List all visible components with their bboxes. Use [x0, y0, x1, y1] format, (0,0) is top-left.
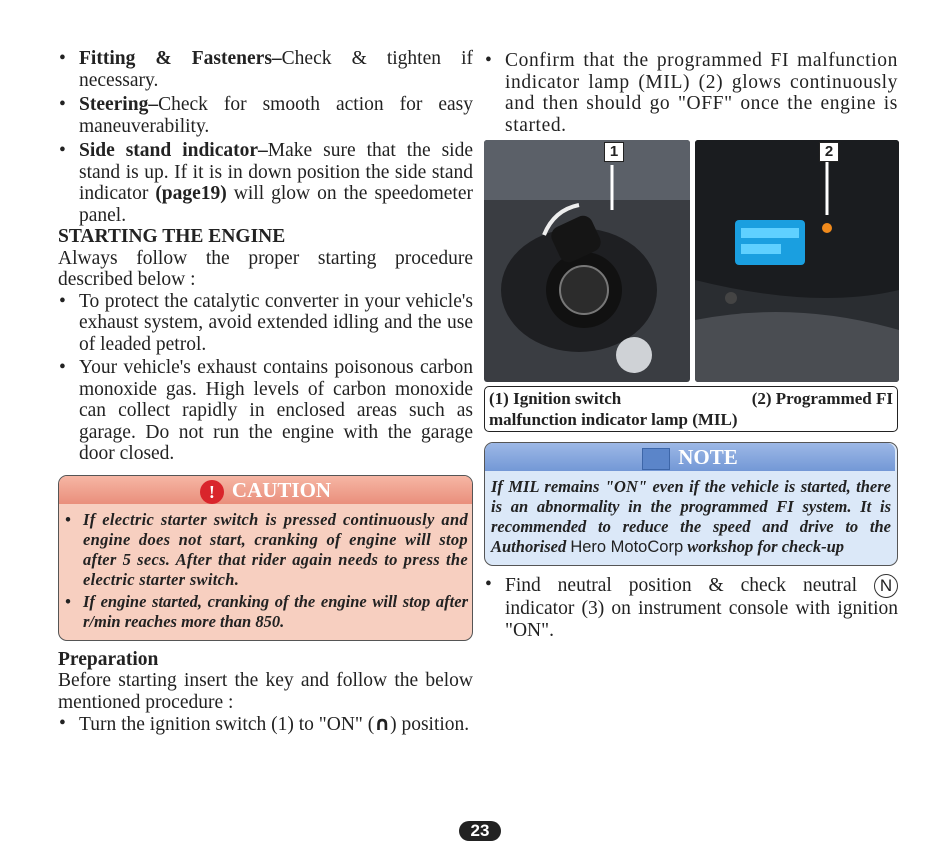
note-title: NOTE [485, 443, 895, 471]
ignition-switch-photo [484, 140, 690, 382]
photo-row [484, 140, 898, 386]
note-box [484, 442, 898, 566]
note-text: If MIL remains "ON" even if the vehicle is started, there is an abnormality in the programmed FI system. It is recommended to reduce the speed and drive to the Authorised Hero MotoCorp workshop for check-up [491, 477, 891, 556]
bullet-confirm-mil: • Confirm that the programmed FI malfunction indicator lamp (MIL) (2) glows continuously and then should go "OFF" once the engine is started. [484, 50, 898, 136]
intro-text: Always follow the proper starting procedure described below : [58, 247, 473, 290]
bullet-side-stand: • Side stand indicator–Make sure that the side stand is up. If it is in down position the side stand indicator (page19) will glow on the speedometer panel. [58, 140, 473, 226]
ignition-on-icon: ∩ [374, 712, 391, 735]
note-icon [642, 448, 670, 470]
instrument-panel-photo [695, 140, 899, 382]
section-heading: STARTING THE ENGINE [58, 226, 286, 247]
bullet-exhaust: • Your vehicle's exhaust contains poisonous carbon monoxide gas. High levels of carbon monoxide can collect rapidly in enclosed areas such as garage. Do not run the engine with the garage door closed. [58, 357, 473, 465]
right-column [484, 50, 898, 641]
caution-title: ! CAUTION [59, 476, 472, 504]
photo-label-1: 1 [604, 142, 624, 162]
preparation-heading: Preparation [58, 648, 159, 670]
bullet-fitting: • Fitting & Fasteners–Check & tighten if necessary. [58, 48, 473, 91]
photo-label-2: 2 [819, 142, 839, 162]
caution-item: • If electric starter switch is pressed continuously and engine does not start, cranking of engine will stop after 5 secs. After that rider again needs to press the electric starter switch. [65, 510, 468, 590]
caution-item: • If engine started, cranking of the engine will stop after r/min reaches more than 850. [65, 592, 468, 632]
left-column [58, 48, 473, 736]
bullet-steering: • Steering–Check for smooth action for easy maneuverability. [58, 94, 473, 137]
bullet-ignition: • Turn the ignition switch (1) to "ON" (∩) position. [58, 713, 473, 736]
caution-box [58, 475, 473, 641]
neutral-indicator-icon: N [874, 574, 898, 598]
bullet-catalytic: • To protect the catalytic converter in your vehicle's exhaust system, avoid extended idling and the use of leaded petrol. [58, 291, 473, 356]
warning-icon: ! [200, 480, 224, 504]
photo-caption: (1) Ignition switch (2) Programmed FI malfunction indicator lamp (MIL) [484, 386, 898, 432]
page-number: 23 [459, 821, 501, 841]
preparation-text: Before starting insert the key and follow the below mentioned procedure : [58, 670, 473, 713]
bullet-neutral: • Find neutral position & check neutral N indicator (3) on instrument console with ignition "ON". [484, 574, 898, 641]
